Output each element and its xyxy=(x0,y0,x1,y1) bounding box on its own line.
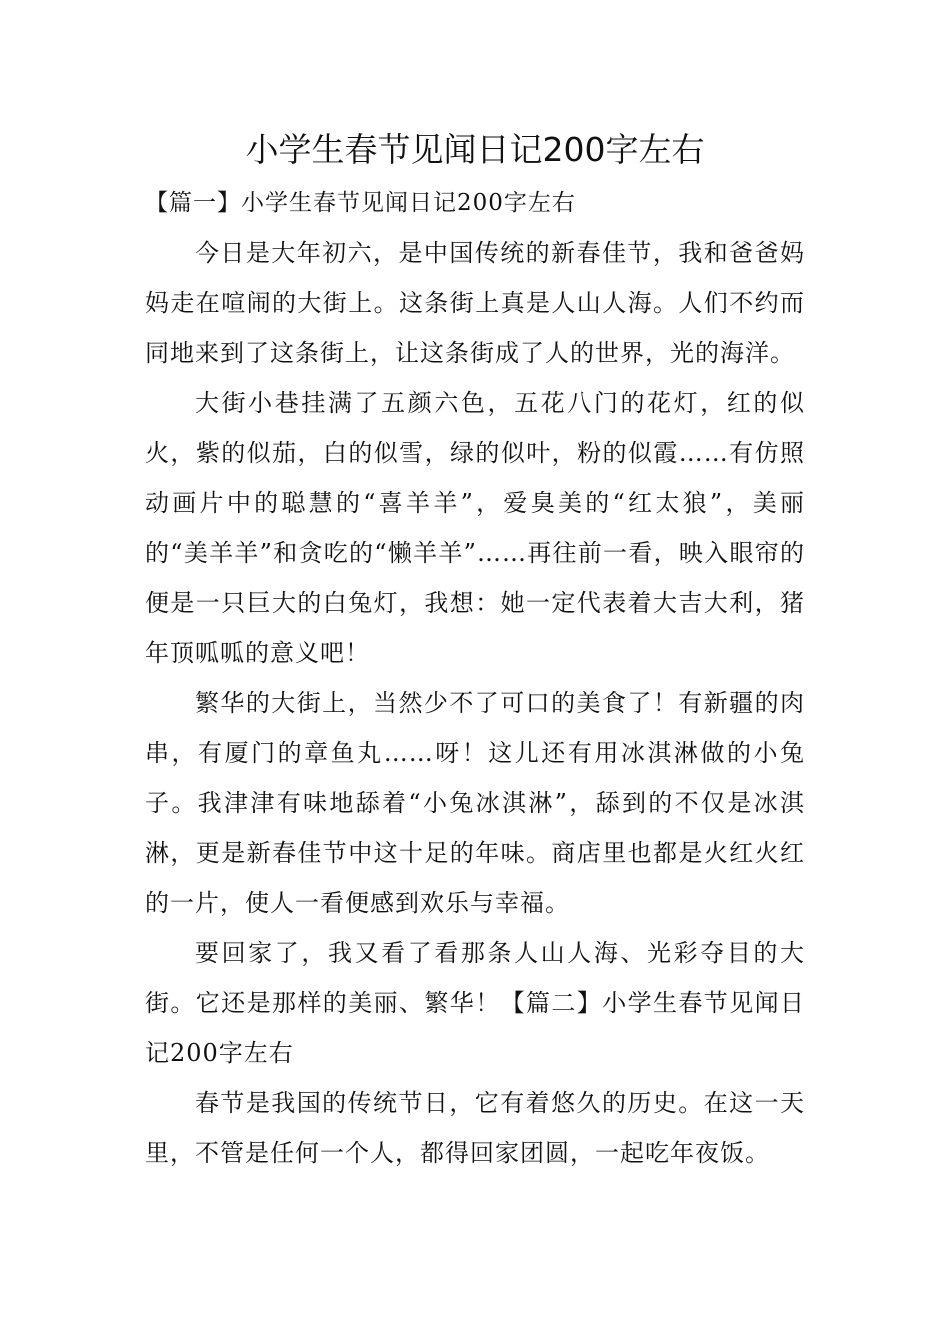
document-body xyxy=(145,178,805,1178)
paragraph-4: 要回家了，我又看了看那条人山人海、光彩夺目的大街。它还是那样的美丽、繁华！【篇二】小学生春节见闻日记200字左右 xyxy=(145,939,805,1067)
paragraph-3: 繁华的大街上，当然少不了可口的美食了！有新疆的肉串，有厦门的章鱼丸……呀！这儿还有用冰淇淋做的小兔子。我津津有味地舔着“小兔冰淇淋”，舔到的不仅是冰淇淋，更是新春佳节中这十足的年味。商店里也都是火红火红的一片，使人一看便感到欢乐与幸福。 xyxy=(145,689,805,917)
paragraph-2: 大街小巷挂满了五颜六色，五花八门的花灯，红的似火，紫的似茄，白的似雪，绿的似叶，粉的似霞……有仿照动画片中的聪慧的“喜羊羊”，爱臭美的“红太狼”，美丽的“美羊羊”和贪吃的“懒羊羊”……再往前一看，映入眼帘的便是一只巨大的白兔灯，我想：她一定代表着大吉大利，猪年顶呱呱的意义吧！ xyxy=(145,389,805,667)
section-heading: 【篇一】小学生春节见闻日记200字左右 xyxy=(145,190,576,216)
paragraph-5: 春节是我国的传统节日，它有着悠久的历史。在这一天里，不管是任何一个人，都得回家团圆，一起吃年夜饭。 xyxy=(145,1089,805,1167)
document-title: 小学生春节见闻日记200字左右 xyxy=(245,130,705,169)
paragraph-1: 今日是大年初六，是中国传统的新春佳节，我和爸爸妈妈走在喧闹的大街上。这条街上真是人山人海。人们不约而同地来到了这条街上，让这条街成了人的世界，光的海洋。 xyxy=(145,239,805,367)
